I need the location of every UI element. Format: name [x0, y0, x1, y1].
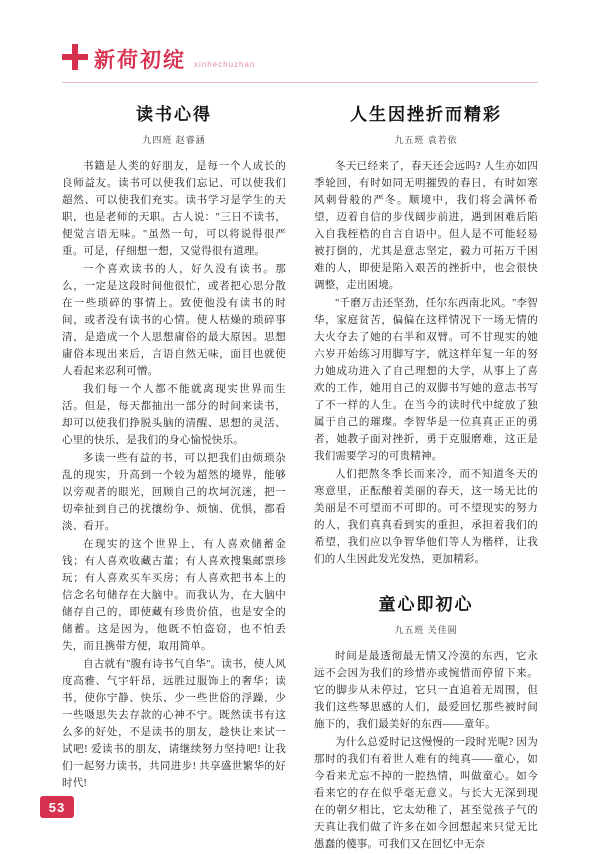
paragraph: 一个喜欢读书的人，好久没有读书。那么，一定是这段时间他很忙，或者把心思分散在一些琐碎的事情上。致使他没有读书的时间，或者没有读书的心情。使人枯燥的琐碎事清，是造成一个人思想庸俗的最大原因。思想庸俗本现出来后，言语自然无味，面目也就使人看起来忍利可憎。 — [62, 264, 286, 377]
masthead-title: 新荷初绽 — [94, 47, 186, 72]
paragraph: 多读一些有益的书，可以把我们由烦琐杂乱的现实，升高到一个较为超然的境界，能够以旁观者的眼光，回顾自己的坎坷沉迷，把一切牵扯到自己的扰攘纷争、烦恼、优惧，都看淡、看开。 — [62, 453, 286, 532]
right-column — [314, 100, 538, 854]
paragraph: "千磨万击还坚劲，任尔东西南北风。"李智华，家庭贫苦，偏偏在这样情况下一场无情的大火夺去了她的右半和双臂。可不甘现实的她六岁开始练习用脚写字，就这样年复一年的努力她成功进入了自己理想的大学，从事上了喜欢的工作，她用自己的双脚书写她的意志书写了不一样的人生。在当今的读时代中绽放了独属于自己的璀璨。李智华是一位真真正正的勇者，她教子面对挫折，勇于克服磨难，这正是我们需要学习的可贵精神。 — [314, 298, 538, 462]
article-byline: 九五班 袁若依 — [394, 135, 458, 145]
article-title: 人生因挫折而精彩 — [350, 105, 502, 125]
paragraph: 时间是最透彻最无情又冷漠的东西，它永远不会因为我们的珍惜亦或惋惜而停留下来。它的脚步从未停过，它只一直追着无周围，但我们这些琴思感的人们，最爱回忆那些被时间施下的，我们最美好的东西——童年。 — [314, 651, 538, 730]
paragraph: 我们每一个人都不能就离现实世界而生活。但是，每天都抽出一部分的时间来读书，却可以使我们挣脱头脑的清醒、思想的灵活、心里的快乐，是我们的身心愉悦快乐。 — [62, 384, 286, 446]
paragraph: 自古就有"腹有诗书气自华"。读书，使人风度高雅、气宇轩昂，远胜过服饰上的奢华；读书，使你宁静、快乐、少一些世俗的浮躁，少一些嗫思失去存款的心神不宁。既然读书有这么多的好处，不是读书的朋友，趁快让来试一试吧! 爱读书的朋友，请继续努力坚持吧! 让我们一起努力读书，共同进步! 共享盛世繁华的好时代! — [62, 659, 286, 789]
page-title: 读书心得 — [136, 105, 212, 125]
cross-mark-icon — [62, 44, 88, 70]
masthead-divider — [62, 82, 538, 83]
paragraph: 为什么总爱时记这慢慢的一段时光呢? 因为那时的我们有着世人难有的纯真——童心，如今看来尤忘不掉的一腔热情，叫做童心。如今看来它的存在似乎毫无意义。与长大无深到现在的朝夕相比，它太幼稚了，甚至觉孩子气的天真让我们做了许多在如今回想起来只觉无比愚蠢的傻事。可我们又在回忆中无奈 — [314, 737, 538, 850]
masthead — [62, 44, 255, 72]
content-columns — [62, 100, 538, 854]
article-title: 童心即初心 — [378, 595, 474, 615]
masthead-pinyin: xinhechuzhan — [194, 60, 256, 69]
paragraph: 冬天已经来了，春天还会远吗? 人生亦如四季轮回，有时如同无明摧毁的春日，有时如寒风刺骨般的严冬。顺境中，我们将会满怀希望，迈着自信的步伐阔步前进，遇到困难后陷入自我桎梏的自言自语中。但人是不可能轻易被打倒的，尤其是意志坚定，毅力可拓万千困难的人，即使是陷入艰苦的挫折中，也会很快调整，走出困境。 — [314, 161, 538, 291]
paragraph: 书籍是人类的好朋友，是每一个人成长的良师益友。读书可以使我们忘记、可以使我们超然、可以使我们充实。读书学习是学生的天职，也是老师的天职。古人说："三日不读书，便觉言语无味。"虽然一句，可以将说得很严重。可是，仔细想一想，又觉得很有道理。 — [62, 161, 286, 257]
page-number: 53 — [40, 796, 74, 818]
article-byline: 九五班 关佳圆 — [394, 625, 458, 635]
left-column — [62, 100, 286, 854]
article-byline: 九四班 赵睿涵 — [142, 135, 206, 145]
paragraph: 人们把熬冬季长而来冷，而不知道冬天的寒意里，正酝酿着美丽的春天，这一场无比的美丽是不可望而不可即的。可不望现实的努力的人，我们真真看到实的重担，承担着我们的希望，我们应以争智华他们等人为楷样，让我们的人生因此发光发热，更加精彩。 — [314, 469, 538, 565]
paragraph: 在现实的这个世界上，有人喜欢储蓄金钱；有人喜欢收藏古董；有人喜欢搜集邮票珍玩；有人喜欢买车买房；有人喜欢把书本上的信念名句储存在大脑中。而我认为，在大脑中储存自己的，即使藏有珍贵价值，也是安全的储蓄。这是因为，他既不怕盗窃，也不怕丢失，而且携带方便，取用简单。 — [62, 539, 286, 652]
